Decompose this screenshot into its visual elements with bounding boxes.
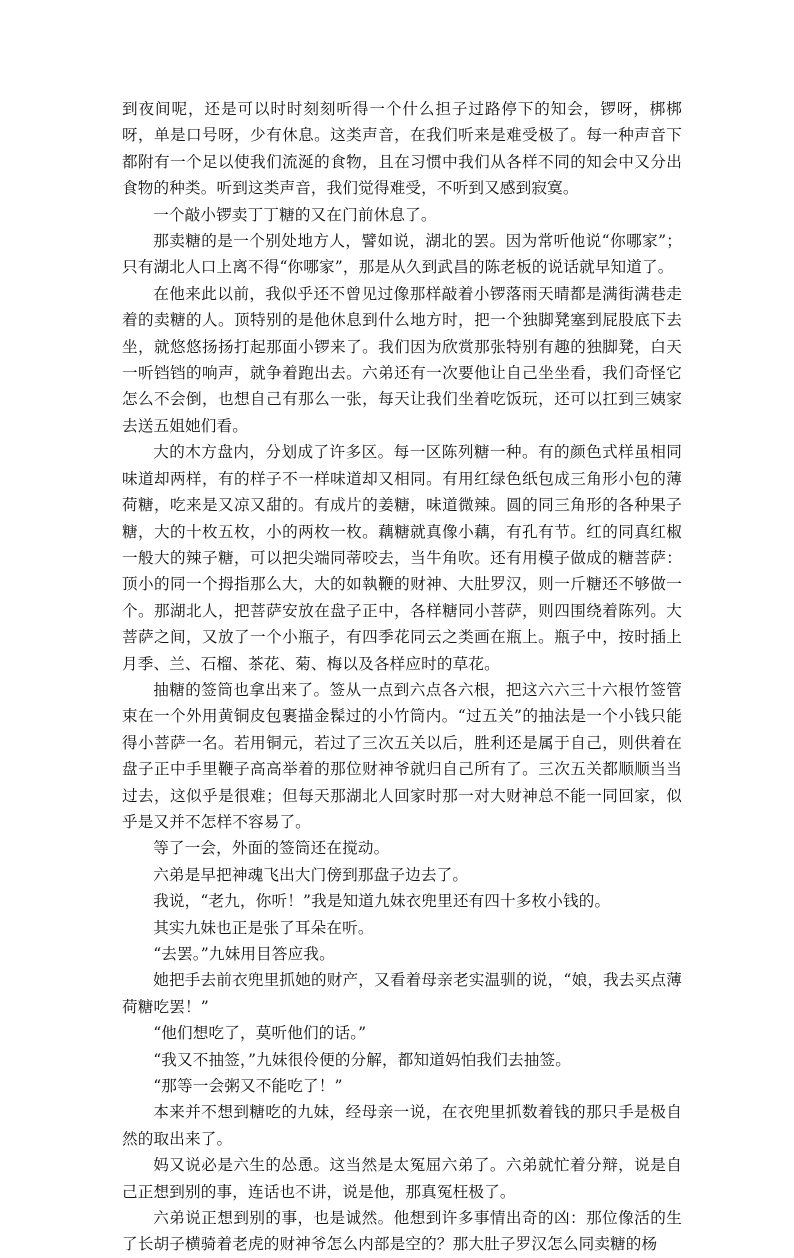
paragraph: 六弟是早把神魂飞出大门傍到那盘子边去了。: [153, 865, 469, 884]
paragraph: 等了一会，外面的签筒还在搅动。: [153, 839, 390, 858]
paragraph: 本来并不想到糖吃的九妹，经母亲一说，在衣兜里抓数着钱的那只手是极自然的取出来了。: [122, 1103, 682, 1148]
paragraph: “去罢。”九妹用目答应我。: [153, 945, 335, 963]
paragraph: 那卖糖的是一个别处地方人，譬如说，湖北的罢。因为常听他说“你哪家”；只有湖北人口上离不得“你哪家”，那是从久到武昌的陈老板的说话就早知道了。: [122, 232, 682, 277]
document-page: [122, 96, 682, 1258]
paragraph: 六弟说正想到别的事，也是诚然。他想到许多事情出奇的凶：那位像活的生了长胡子横骑着老虎的财神爷怎么内部是空的？那大肚子罗汉怎么同卖糖的杨: [122, 1209, 682, 1254]
paragraph: 其实九妹也正是张了耳朵在听。: [153, 918, 374, 937]
paragraph: 大的木方盘内，分划成了许多区。每一区陈列糖一种。有的颜色式样虽相同味道却两样，有的样子不一样味道却又相同。有用红绿色纸包成三角形小包的薄荷糖，吃来是又凉又甜的。有成片的姜糖，味道微辣。圆的同三角形的各种果子糖，大的十枚五枚，小的两枚一枚。藕糖就真像小藕，有孔有节。红的同真红椒一般大的辣子糖，可以把尖端同蒂咬去，当牛角吹。还有用模子做成的糖菩萨：顶小的同一个拇指那么大，大的如執鞭的财神、大肚罗汉，则一斤糖还不够做一个。那湖北人，把菩萨安放在盘子正中，各样糖同小菩萨，则四围绕着陈列。大菩萨之间，又放了一个小瓶子，有四季花同云之类画在瓶上。瓶子中，按时插上月季、兰、石榴、茶花、菊、梅以及各样应时的草花。: [122, 443, 682, 673]
paragraph: “那等一会粥又不能吃了！”: [153, 1077, 343, 1096]
paragraph: 妈又说必是六生的怂恿。这当然是太冤屈六弟了。六弟就忙着分辩，说是自己正想到别的事，连话也不讲，说是他，那真冤枉极了。: [122, 1156, 682, 1201]
paragraph: “他们想吃了，莫听他们的话。”: [153, 1024, 367, 1043]
paragraph: 一个敲小锣卖丁丁糖的又在门前休息了。: [153, 205, 437, 224]
paragraph: “我又不抽签，”九妹很伶便的分解，都知道妈怕我们去抽签。: [153, 1050, 571, 1069]
paragraph: 到夜间呢，还是可以时时刻刻听得一个什么担子过路停下的知会，锣呀，梆梆呀，单是口号呀，少有休息。这类声音，在我们听来是难受极了。每一种声音下都附有一个足以使我们流涎的食物，且在习惯中我们从各样不同的知会中又分出食物的种类。听到这类声音，我们觉得难受，不听到又感到寂寞。: [122, 100, 682, 198]
paragraph: 我说，“老九，你听！”我是知道九妹衣兜里还有四十多枚小钱的。: [153, 892, 611, 911]
paragraph: 在他来此以前，我似乎还不曾见过像那样敲着小锣落雨天晴都是满街满巷走着的卖糖的人。顶特别的是他休息到什么地方时，把一个独脚凳塞到屁股底下去坐，就悠悠扬扬打起那面小锣来了。我们因为欣赏那张特别有趣的独脚凳，白天一听铛铛的响声，就争着跑出去。六弟还有一次要他让自己坐坐看，我们奇怪它怎么不会倒，也想自己有那么一张，每天让我们坐着吃饭玩，还可以扛到三姨家去送五姐她们看。: [122, 284, 682, 435]
paragraph: 她把手去前衣兜里抓她的财产，又看着母亲老实温驯的说，“娘，我去买点薄荷糖吃罢！”: [122, 971, 682, 1016]
paragraph: 抽糖的签筒也拿出来了。签从一点到六点各六根，把这六六三十六根竹签管束在一个外用黄铜皮包裹描金髹过的小竹筒内。“过五关”的抽法是一个小钱只能得小菩萨一名。若用铜元，若过了三次五关以后，胜利还是属于自己，则供着在盘子正中手里鞭子高高举着的那位财神爷就归自己所有了。三次五关都顺顺当当过去，这似乎是很难；但每天那湖北人回家时那一对大财神总不能一同回家，似乎是又并不怎样不容易了。: [122, 680, 682, 831]
